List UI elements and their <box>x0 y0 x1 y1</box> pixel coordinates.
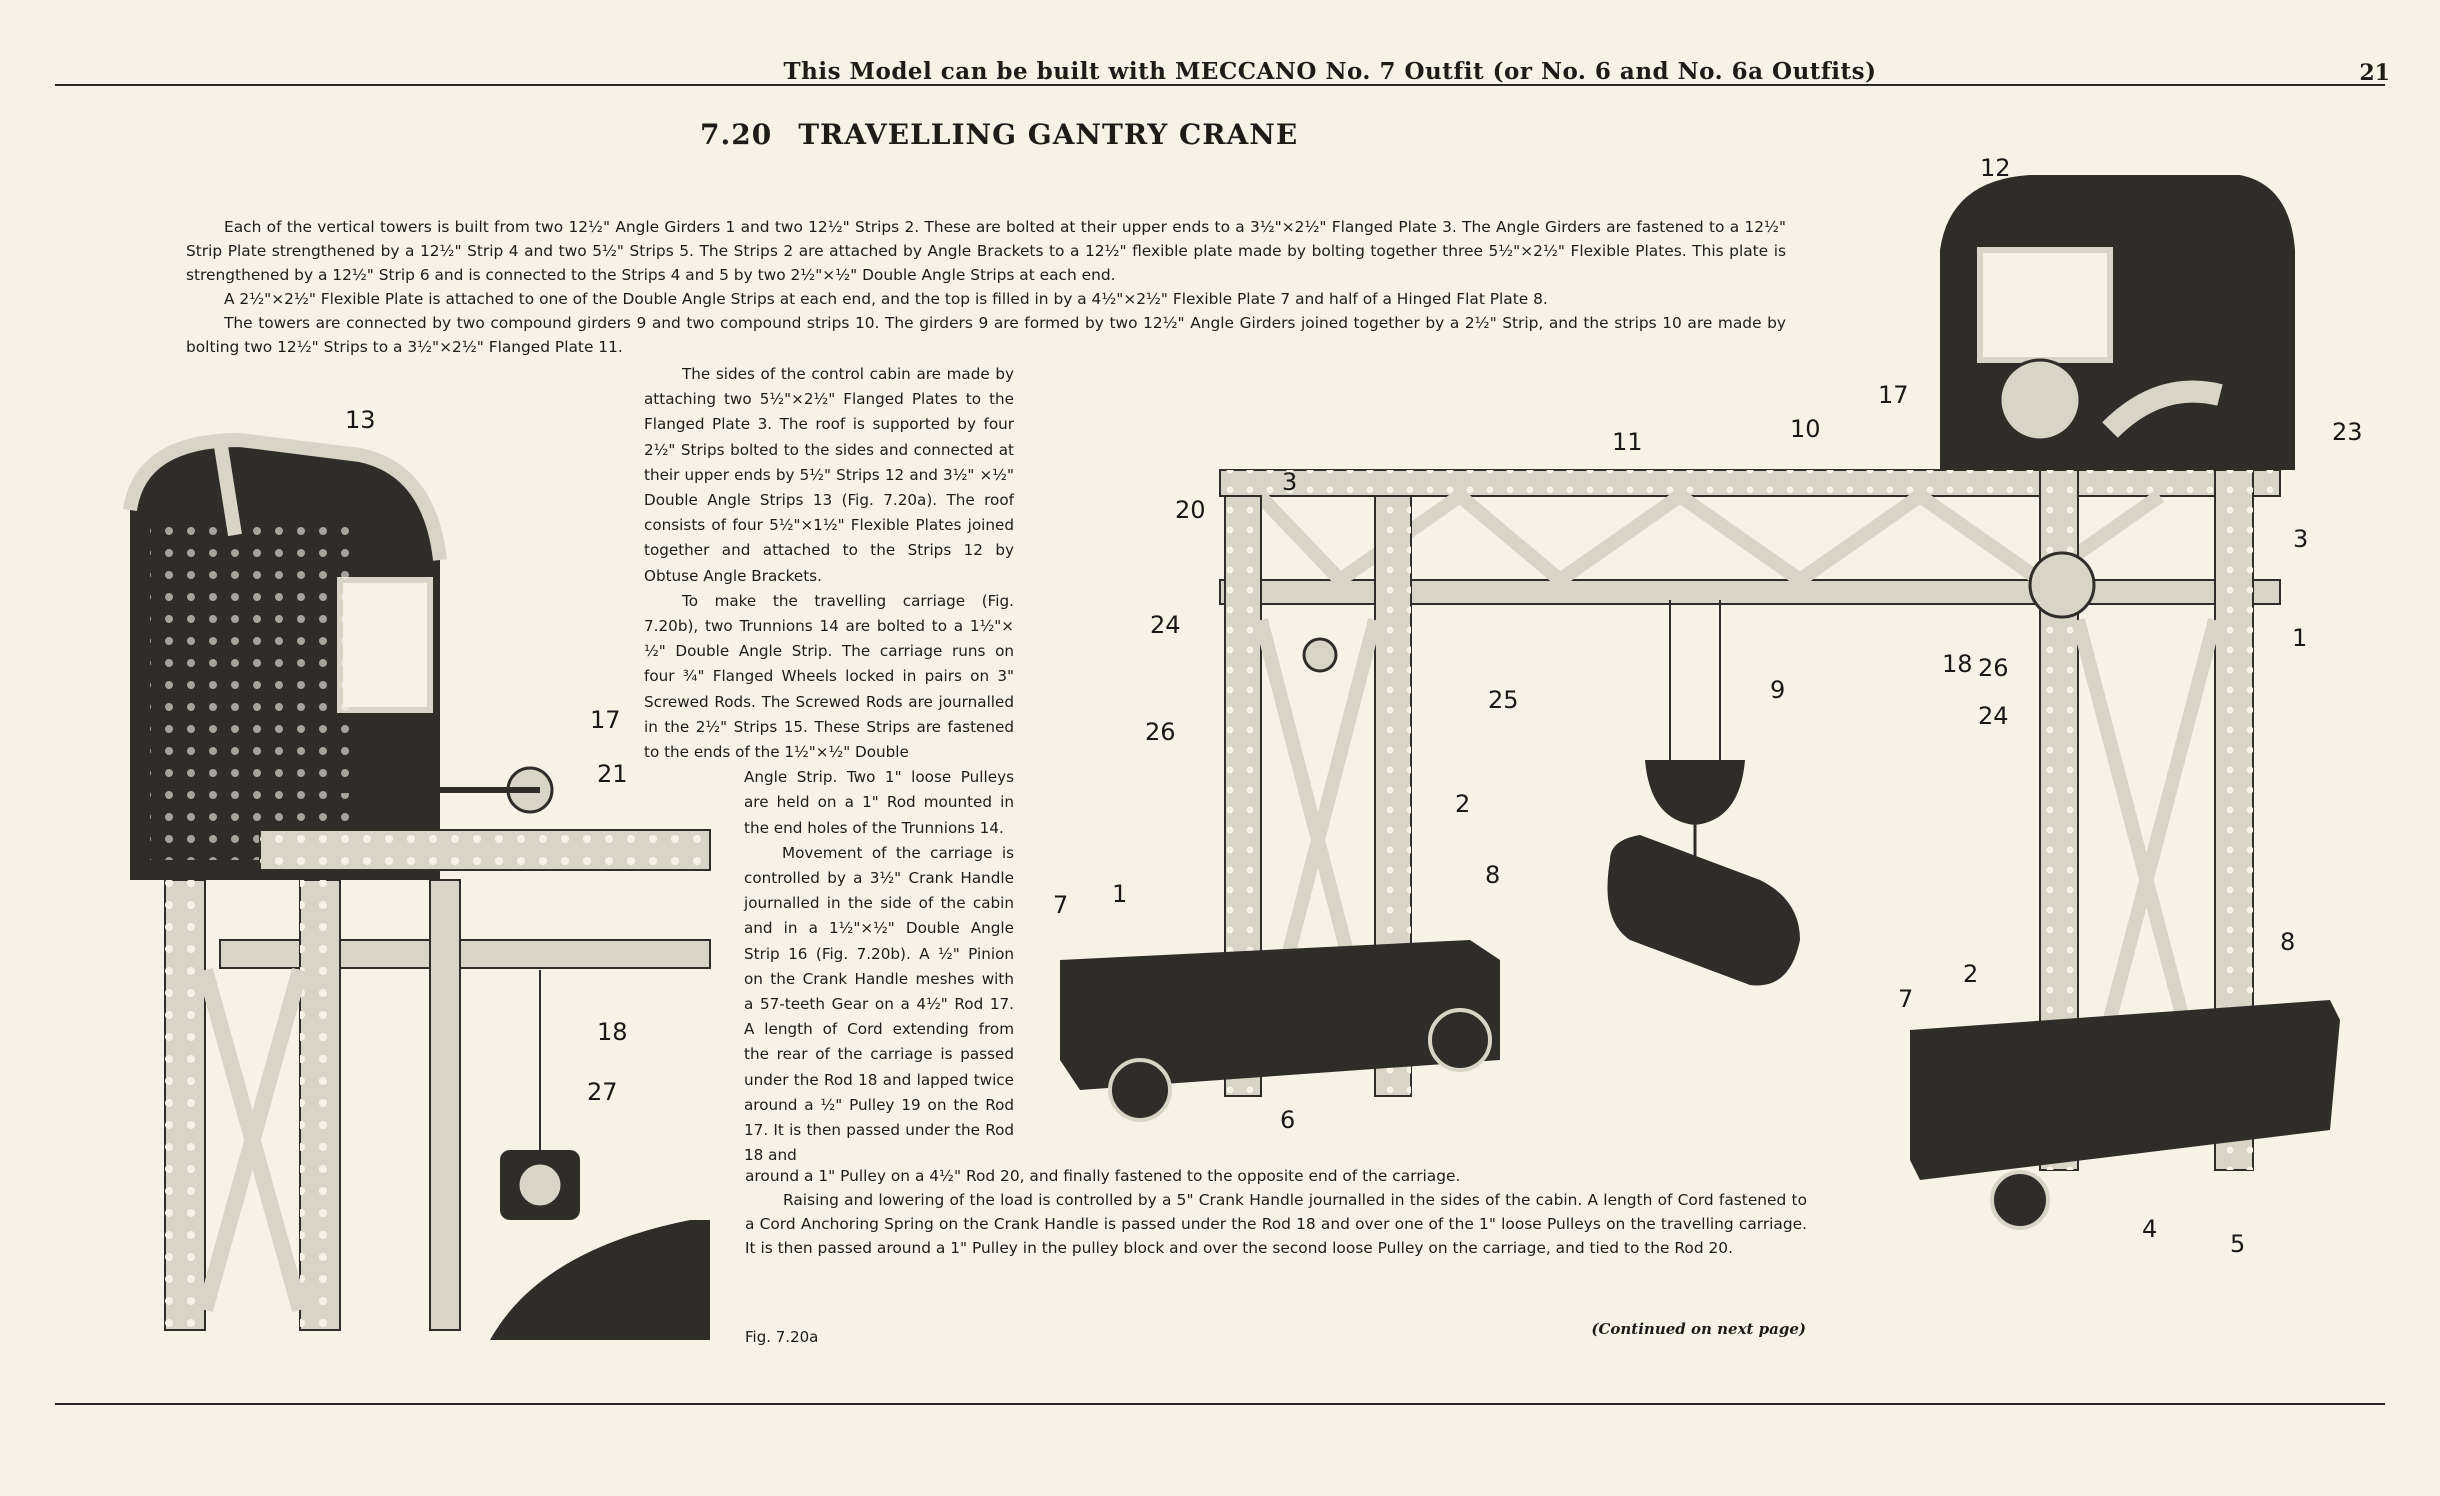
column-paragraph: Angle Strip. Two 1" loose Pulleys are held on a 1" Rod mounted in the end holes of the Trunnions 14. <box>744 768 1014 837</box>
cabin-window <box>340 580 430 710</box>
part-label: 26 <box>1978 654 2009 682</box>
part-label: 12 <box>1980 154 2011 182</box>
part-label: 24 <box>1150 611 1181 639</box>
part-label: 2 <box>1455 790 1471 818</box>
fig-a-label: 17 <box>590 706 621 734</box>
column-paragraph: The sides of the control cabin are made by attaching two 5½"×2½" Flanged Plates to the Flanged Plate 3. The roof is supported by four 2½" Strips bolted to the sides and connected at their upper ends by 5½" Strips 12 and 3½" ×½" Double Angle Strips 13 (Fig. 7.20a). The roof consists of four 5½"×1½" Flexible Plates joined together and attached to the Strips 12 by Obtuse Angle Brackets. <box>644 365 1014 585</box>
fig-a-label: 13 <box>345 406 376 434</box>
fig-a-label: 27 <box>587 1078 618 1106</box>
part-label: 7 <box>1053 891 1069 919</box>
part-label: 1 <box>2292 624 2308 652</box>
part-label: 24 <box>1978 702 2009 730</box>
part-label: 1 <box>1112 880 1128 908</box>
section-number: 7.20 <box>700 118 773 151</box>
part-label: 25 <box>1488 686 1519 714</box>
part-label: 26 <box>1145 718 1176 746</box>
part-label: 20 <box>1175 496 1206 524</box>
header-title: This Model can be built with MECCANO No. 7 Outfit (or No. 6 and No. 6a Outfits) <box>783 58 1877 85</box>
intro-paragraph: The towers are connected by two compound girders 9 and two compound strips 10. The girders 9 are formed by two 12½" Angle Girders joined together by a 2½" Strip, and the strips 10 are made by bolting two 12½" Strips to a 3½"×2½" Flanged Plate 11. <box>186 314 1786 356</box>
part-label: 10 <box>1790 415 1821 443</box>
part-label: 8 <box>1485 861 1501 889</box>
intro-paragraph: A 2½"×2½" Flexible Plate is attached to one of the Double Angle Strips at each end, and the top is filled in by a 4½"×2½" Flexible Plate 7 and half of a Hinged Flat Plate 8. <box>224 290 1548 308</box>
continuation-paragraph: Raising and lowering of the load is controlled by a 5" Crank Handle journalled in the sides of the cabin. A length of Cord fastened to a Cord Anchoring Spring on the Crank Handle is passed under the Rod 18 and over one of the 1" loose Pulleys on the travelling carriage. It is then passed around a 1" Pulley in the pulley block and over the second loose Pulley on the carriage, and tied to the Rod 20. <box>745 1191 1807 1257</box>
intro-paragraph: Each of the vertical towers is built from two 12½" Angle Girders 1 and two 12½" Strips 2. These are bolted at their upper ends to a 3½"×2½" Flanged Plate 3. The Angle Girders are fastened to a 12½" Strip Plate strengthened by a 12½" Strip 4 and two 5½" Strips 5. The Strips 2 are attached by Angle Brackets to a 12½" flexible plate made by bolting together three 5½"×2½" Flexible Plates. This plate is strengthened by a 12½" Strip 6 and is connected to the Strips 4 and 5 by two 2½"×½" Double Angle Strips at each end. <box>186 218 1786 284</box>
gantry-crane-illustration <box>1040 160 2410 1270</box>
part-label: 4 <box>2142 1215 2158 1243</box>
column-paragraph: To make the travelling carriage (Fig. 7.20b), two Trunnions 14 are bolted to a 1½"× ½" Double Angle Strip. The carriage runs on four ¾" Flanged Wheels locked in pairs on 3" Screwed Rods. The Screwed Rods are journalled in the 2½" Strips 15. These Strips are fastened to the ends of the 1½"×½" Double <box>644 591 1014 762</box>
section-title <box>700 118 1320 151</box>
part-label: 2 <box>1963 960 1979 988</box>
column-paragraph: Movement of the carriage is controlled by a 3½" Crank Handle journalled in the side of the cabin and in a 1½"×½" Double Angle Strip 16 (Fig. 7.20b). A ½" Pinion on the Crank Handle meshes with a 57-teeth Gear on a 4½" Rod 17. A length of Cord extending from the rear of the carriage is passed under the Rod 18 and lapped twice around a ½" Pulley 19 on the Rod 17. It is then passed under the Rod 18 and <box>744 843 1014 1165</box>
part-label: 5 <box>2230 1230 2246 1258</box>
part-label: 3 <box>2293 525 2309 553</box>
part-label: 7 <box>1898 985 1914 1013</box>
fig-a-label: 21 <box>597 760 628 788</box>
continued-note: (Continued on next page) <box>1591 1320 1806 1338</box>
part-label: 9 <box>1770 676 1786 704</box>
part-label: 3 <box>1282 468 1298 496</box>
part-label: 6 <box>1280 1106 1296 1134</box>
part-label: 23 <box>2332 418 2363 446</box>
footer-rule <box>55 1403 2385 1405</box>
continuation-paragraph: around a 1" Pulley on a 4½" Rod 20, and finally fastened to the opposite end of the carriage. <box>745 1167 1461 1185</box>
fig-7-20a-illustration <box>70 406 710 1340</box>
figure-caption: Fig. 7.20a <box>745 1328 819 1346</box>
part-label: 11 <box>1612 428 1643 456</box>
part-label: 17 <box>1878 381 1909 409</box>
fig-a-label: 18 <box>597 1018 628 1046</box>
section-heading: TRAVELLING GANTRY CRANE <box>798 118 1299 151</box>
part-label: 18 <box>1942 650 1973 678</box>
part-label: 8 <box>2280 928 2296 956</box>
page-number: 21 <box>2359 60 2390 86</box>
